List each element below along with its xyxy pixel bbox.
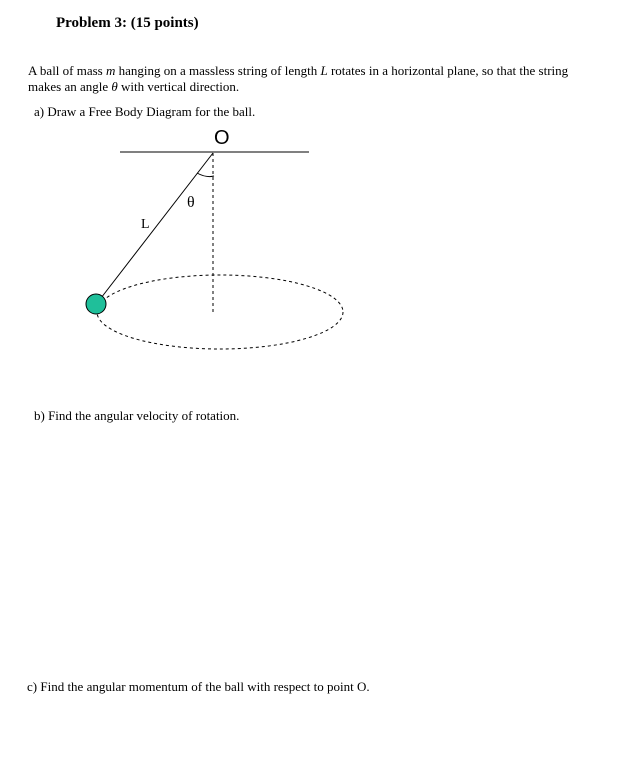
length-symbol: L [320, 63, 328, 78]
length-label: L [141, 217, 150, 232]
string-line [101, 153, 213, 298]
question-c: c) Find the angular momentum of the ball with respect to point O. [27, 679, 370, 694]
ball [86, 294, 106, 314]
angle-symbol: θ [111, 79, 118, 94]
question-b: b) Find the angular velocity of rotation. [34, 408, 240, 423]
circular-path [97, 275, 343, 349]
problem-title: Problem 3: (15 points) [56, 15, 199, 31]
angle-label: θ [187, 194, 195, 211]
angle-arc [197, 173, 214, 177]
question-a: a) Draw a Free Body Diagram for the ball. [34, 104, 256, 119]
pivot-label: O [214, 127, 230, 149]
mass-symbol: m [106, 63, 116, 78]
intro-text-2: hanging on a massless string of length [115, 63, 321, 78]
intro-text-1: A ball of mass [28, 63, 106, 78]
intro-text-4: with vertical direction. [117, 79, 240, 94]
intro-text-3: rotates in a horizontal plane, so that the string makes an angle [28, 63, 569, 94]
